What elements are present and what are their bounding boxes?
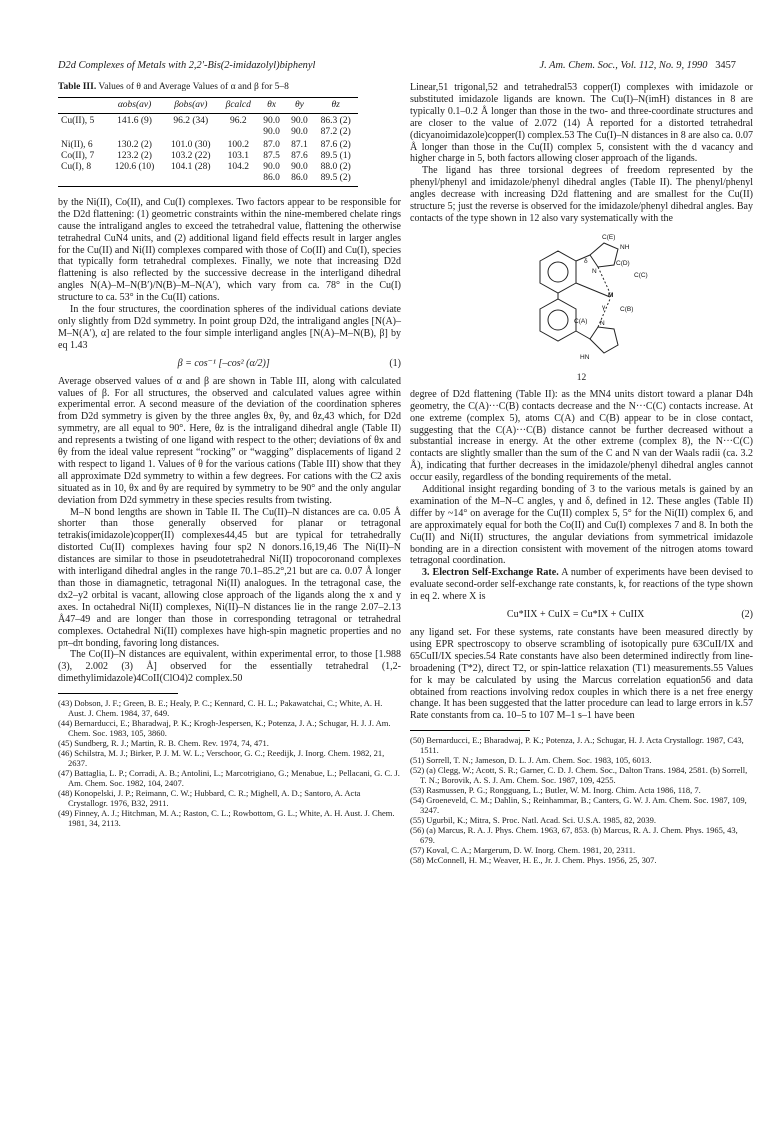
atom-label: C(B) bbox=[620, 305, 634, 313]
table-cell bbox=[106, 173, 162, 187]
reference-item: (51) Sorrell, T. N.; Jameson, D. L. J. Am. Chem. Soc. 1983, 105, 6013. bbox=[410, 755, 652, 766]
equation-2 bbox=[410, 609, 753, 621]
table-cell: 87.1 bbox=[291, 139, 308, 150]
table-cell: 90.0 bbox=[291, 115, 308, 126]
angle-label: γ bbox=[602, 303, 606, 311]
atom-label: NH bbox=[620, 243, 630, 251]
reference-item: (57) Koval, C. A.; Margerum, D. W. Inorg. Chem. 1981, 20, 2311. bbox=[410, 845, 636, 856]
table-col-header bbox=[58, 97, 106, 113]
body-paragraph: by the Ni(II), Co(II), and Cu(I) complexes. Two factors appear to be responsible for the D2d flattening: (1) geometric constraints within the nine-membered chelate rings cause the intraligand angles to exceed the tetrahedral value, flattening the otherwise tetrahedral CuN4 units, and (2) additional ligand field effects result in larger angles for the Cu(II) and Ni(II) complexes compared with those of Co(II) and Cu(I), species that typically form tetrahedral complexes. Finally, we note that increasing D2d flattening is also reflected by the successive decrease in the interligand dihedral angles N(A)–M–N(B′)/N(B)–M–N(A′), which vary from ca. 78° in the Cu(I) structure to ca. 53° in the Cu(II) cations. bbox=[58, 196, 401, 304]
table-iii bbox=[58, 97, 358, 187]
table-row bbox=[58, 113, 358, 127]
reference-list bbox=[410, 735, 753, 865]
equation-text: Cu*IIX + CuIX = Cu*IX + CuIIX bbox=[506, 609, 645, 621]
table-cell: 90.0 bbox=[291, 161, 308, 172]
table-row bbox=[58, 173, 358, 187]
table-cell bbox=[163, 173, 219, 187]
reference-item: (53) Rasmussen, P. G.; Rongguang, L.; Butler, W. M. Inorg. Chim. Acta 1986, 118, 7. bbox=[410, 785, 701, 796]
table-cell: 103.2 (22) bbox=[171, 150, 211, 161]
table-row bbox=[58, 162, 358, 173]
body-paragraph: The Co(II)–N distances are equivalent, within experimental error, to those [1.988 (3), 2.002 (3) Å] observed for the essentially tetrahedral (1,2-dimethylimidazole)4CoII(ClO4)2 complex.50 bbox=[58, 649, 401, 685]
table-cell: 89.5 (1) bbox=[320, 150, 351, 161]
reference-item: (49) Finney, A. J.; Hitchman, M. A.; Raston, C. L.; Rowbottom, G. L.; White, A. H. Aust. J. Chem. 1981, 34, 2113. bbox=[58, 808, 395, 829]
reference-item: (52) (a) Clegg, W.; Acott, S. R.; Garner, C. D. J. Chem. Soc., Dalton Trans. 1984, 2581. (b) Sorrell, T. N.; Borovik, A. S. J. Am. Chem. Soc. 1987, 109, 4255. bbox=[410, 765, 748, 786]
table-col-header: αobs(av) bbox=[106, 97, 162, 113]
table-row bbox=[58, 138, 358, 151]
table-cell: Cu(I), 8 bbox=[61, 161, 92, 172]
table-label: Table III. bbox=[58, 82, 97, 92]
atom-label: C(E) bbox=[602, 233, 616, 241]
body-paragraph: The ligand has three torsional degrees of freedom represented by the phenyl/phenyl and imidazole/phenyl dihedral angles (Table II). The phenyl/phenyl angles decrease with increasing D2d flattening and are smallest for the Cu(II) structure 5; just the reverse is observed for the imidazole/phenyl dihedral angles. Bay contacts of the type shown in 12 also vary systematically with the bbox=[410, 165, 753, 224]
right-column bbox=[410, 82, 753, 865]
metal-label: M bbox=[608, 291, 614, 299]
table-cell: 100.2 bbox=[227, 139, 249, 150]
running-header-left: D2d Complexes of Metals with 2,2′-Bis(2-imidazolyl)biphenyl bbox=[58, 60, 316, 71]
table-cell: 90.0 bbox=[263, 161, 280, 172]
section-heading: 3. Electron Self-Exchange Rate. bbox=[422, 567, 559, 579]
atom-label: HN bbox=[580, 353, 590, 361]
table-caption bbox=[58, 82, 401, 94]
phenyl-ring-upper bbox=[540, 251, 576, 293]
table-cell: 86.3 (2) bbox=[320, 115, 351, 126]
table-cell: 90.0 bbox=[263, 115, 280, 126]
table-row bbox=[58, 151, 358, 162]
reference-item: (55) Ugurbil, K.; Mitra, S. Proc. Natl. Acad. Sci. U.S.A. 1985, 82, 2039. bbox=[410, 815, 657, 826]
body-paragraph: any ligand set. For these systems, rate constants have been measured directly by using EPR spectroscopy to observe scrambling of isotopically pure 63CuII/IX and 65CuII/IX species.54 Rate constants have also been determined indirectly from line-broadening (T*2), direct T2, or spin-lattice relaxation (T1) measurements.55 Values for k may be calculated by using the Marcus correlation equation56 and data obtained from reactions involving redox couples in which there is a net free energy change. It has been suggested that the latter procedure can lead to large errors in k.57 Rate constants from ca. 10–5 to 107 M–1 s–1 have been bbox=[410, 627, 753, 722]
table-cell: 86.0 bbox=[286, 173, 314, 187]
table-col-header: θz bbox=[313, 97, 358, 113]
body-paragraph: Linear,51 trigonal,52 and tetrahedral53 copper(I) complexes with imidazole or substituted imidazole ligands are known. The Cu(I)–N(imH) distances in 8 are typically 0.1–0.2 Å longer than those in the two- and three-coordinate structures and are closer to the value of 2.072 (14) Å reported for a distorted tetrahedral (dicyanoimidazole)copper(I) complex.53 The Cu(I)–N distances in 8 are also ca. 0.07 Å longer than those in the Cu(II) complex 5, consistent with the d vacancy and higher charge in 5, both factors allowing closer approach of the ligands. bbox=[410, 82, 753, 165]
figure-number: 12 bbox=[576, 372, 587, 383]
reference-item: (48) Konopelski, J. P.; Reimann, C. W.; Hubbard, C. R.; Mighell, A. D.; Santoro, A. Acta Crystallogr. 1976, B32, 2911. bbox=[58, 788, 361, 809]
page-number: 3457 bbox=[715, 60, 736, 71]
table-cell bbox=[219, 127, 258, 138]
table-col-header: βobs(av) bbox=[163, 97, 219, 113]
equation-text: β = cos⁻¹ [–cos² (α/2)] bbox=[177, 357, 270, 369]
reference-item: (47) Battaglia, L. P.; Corradi, A. B.; Antolini, L.; Marcotrigiano, G.; Menabue, L.; Pellacani, G. C. J. Am. Chem. Soc. 1982, 104, 2407. bbox=[58, 768, 400, 789]
reference-item: (56) (a) Marcus, R. A. J. Phys. Chem. 1963, 67, 853. (b) Marcus, R. A. J. Chem. Phys. 1965, 43, 679. bbox=[410, 825, 738, 846]
body-paragraph: In the four structures, the coordination spheres of the individual cations deviate only slightly from D2d symmetry. In point group D2d, the intraligand angles [N(A)–M–N(A′), α] are related to the four simple interligand angles [N(A)–M–N(B), β] by eq 1.43 bbox=[58, 304, 401, 351]
table-cell bbox=[163, 127, 219, 138]
atom-label: N bbox=[592, 267, 597, 275]
reference-item: (46) Schilstra, M. J.; Birker, P. J. M. W. L.; Verschoor, G. C.; Reedijk, J. Inorg. Chem. 1982, 21, 2637. bbox=[58, 748, 385, 769]
body-paragraph: Average observed values of α and β are shown in Table III, along with calculated values of β. For all structures, the observed and calculated values agree within experimental error. A second measure of the deviation of the coordination spheres from D2d symmetry is given by the three angles θx, θy, and θz,43 which, for D2d symmetry, are all equal to 90°. Here, θz is the intraligand dihedral angle (Table II) and represents a twisting of one ligand with respect to the other; deviations of θx and θy from the ideal value represent “rocking” or “wagging” displacements of ligand 2 with respect to ligand 1. Values of θ for the various cations (Table III) show that they all approximate D2d symmetry to within a few degrees. For cations with the C2 axis situated as in 10, θx and θy are required by symmetry to be 90° and the only angular deviation from D2d symmetry in these species results from twisting. bbox=[58, 375, 401, 506]
table-title: Values of θ and Average Values of α and β for 5–8 bbox=[98, 82, 289, 92]
atom-label: N bbox=[600, 319, 605, 327]
reference-item: (58) McConnell, H. M.; Weaver, H. E., Jr. J. Chem. Phys. 1956, 25, 307. bbox=[410, 855, 657, 866]
footnote-rule bbox=[410, 730, 530, 731]
equation-number: (1) bbox=[389, 357, 401, 369]
structure-drawing bbox=[510, 231, 660, 371]
table-cell bbox=[58, 173, 106, 187]
aromatic-circle bbox=[548, 310, 568, 330]
running-header-right bbox=[540, 60, 736, 71]
table-cell: 123.2 (2) bbox=[117, 150, 152, 161]
body-paragraph: M–N bond lengths are shown in Table II. The Cu(II)–N distances are ca. 0.05 Å shorter than those generally observed for planar or tetragonal tetrakis(imidazole)copper(II) complexes44,45 but are typical for tetrahedrally distorted Cu(II) complexes having four sp2 N donors.16,19,46 The Ni(II)–N distances are similar to those in pseudotetrahedral Ni(II) tropocoronand complexes with interligand dihedral angles in the range 70.1–85.2°,21 but are ca. 0.07 Å longer than those in diamagnetic, tetragonal Ni(II) analogues. In the tetragonal case, the dx2–y2 orbital is vacant, allowing close approach of the ligands along the x and y axes. In octahedral Ni(II) complexes, Ni(II)–N distances lie in the range 2.07–2.13 Å47–49 and are longer than those in corresponding tetragonal or tetrahedral complexes. Octahedral Ni(II) complexes have high-spin magnetic properties and no pπ–dπ bonding, favoring long distances. bbox=[58, 506, 401, 649]
structure-diagram-12 bbox=[410, 231, 753, 371]
section-text: A number of experiments have been devised to evaluate second-order self-exchange rate constants, k, for reactions of the type shown in eq 2. where X is bbox=[410, 567, 753, 603]
table-cell: Co(II), 7 bbox=[61, 150, 95, 161]
table-cell: 103.1 bbox=[227, 150, 249, 161]
table-cell: 120.6 (10) bbox=[114, 161, 155, 172]
phenyl-ring-lower bbox=[540, 299, 576, 341]
table-cell: 87.6 (2) bbox=[320, 139, 351, 150]
reference-item: (54) Groeneveld, C. M.; Dahlin, S.; Reinhammar, B.; Canters, G. W. J. Am. Chem. Soc. 1987, 109, 3247. bbox=[410, 795, 747, 816]
table-cell: 87.2 (2) bbox=[320, 126, 351, 137]
table-col-header: θx bbox=[258, 97, 286, 113]
table-cell: 141.6 (9) bbox=[117, 115, 152, 126]
reference-item: (50) Bernarducci, E.; Bharadwaj, P. K.; Potenza, J. A.; Schugar, H. J. Acta Crystallogr. 1987, C43, 1511. bbox=[410, 735, 744, 756]
aromatic-circle bbox=[548, 262, 568, 282]
table-cell: 90.0 bbox=[291, 126, 308, 137]
angle-label: δ bbox=[584, 257, 588, 265]
table-cell: 89.5 (2) bbox=[313, 173, 358, 187]
imidazole-ring-upper bbox=[590, 243, 618, 267]
reference-item: (44) Bernarducci, E.; Bharadwaj, P. K.; Krogh-Jespersen, K.; Potenza, J. A.; Schugar, H. J. J. Am. Chem. Soc. 1983, 105, 3860. bbox=[58, 718, 391, 739]
equation-1 bbox=[58, 358, 401, 370]
table-cell bbox=[106, 127, 162, 138]
table-cell: 96.2 (34) bbox=[173, 115, 209, 126]
table-cell: 90.0 bbox=[263, 126, 280, 137]
table-cell: 87.6 bbox=[291, 150, 308, 161]
table-cell: 130.2 (2) bbox=[117, 139, 152, 150]
table-cell: Ni(II), 6 bbox=[61, 139, 93, 150]
imidazole-ring-lower bbox=[590, 327, 618, 353]
table-cell bbox=[58, 127, 106, 138]
table-cell: 101.0 (30) bbox=[171, 139, 211, 150]
table-row bbox=[58, 127, 358, 138]
equation-number: (2) bbox=[741, 609, 753, 621]
table-cell: 87.0 bbox=[263, 139, 280, 150]
atom-label: C(D) bbox=[616, 259, 630, 267]
table-col-header: θy bbox=[286, 97, 314, 113]
body-paragraph: degree of D2d flattening (Table II): as the MN4 units distort toward a planar D4h geometry, the C(A)···C(B) contacts decrease and the N···C(C) contacts increase. At one extreme (complex 5), atoms C(A) and C(B) appear to be in close contact, suggesting that the C(A)···C(B) distance cannot be further decreased without a substantial increase in energy. At the other extreme (complex 8), the N···C(C) contacts are slightly smaller than the sum of the C and N van der Waals radii (ca. 3.2 Å), indicating that further decreases in the imidazole/phenyl dihedral angles cannot occur easily, regardless of the bonding requirements of the metal. bbox=[410, 388, 753, 484]
table-cell: 87.5 bbox=[263, 150, 280, 161]
reference-item: (43) Dobson, J. F.; Green, B. E.; Healy, P. C.; Kennard, C. H. L.; Pakawatchai, C.; White, A. H. Aust. J. Chem. 1984, 37, 649. bbox=[58, 698, 383, 719]
reference-item: (45) Sundberg, R. J.; Martin, R. B. Chem. Rev. 1974, 74, 471. bbox=[58, 738, 269, 749]
left-column bbox=[58, 82, 401, 828]
atom-label: C(C) bbox=[634, 271, 648, 279]
footnote-rule bbox=[58, 693, 178, 694]
table-cell: 104.1 (28) bbox=[171, 161, 211, 172]
table-cell: Cu(II), 5 bbox=[61, 115, 95, 126]
table-cell: 104.2 bbox=[227, 161, 249, 172]
table-cell: 96.2 bbox=[229, 115, 247, 126]
atom-label: C(A) bbox=[574, 317, 588, 325]
table-cell: 86.0 bbox=[258, 173, 286, 187]
reference-list bbox=[58, 698, 401, 828]
body-paragraph bbox=[410, 567, 753, 603]
table-cell bbox=[219, 173, 258, 187]
journal-citation: J. Am. Chem. Soc., Vol. 112, No. 9, 1990 bbox=[539, 60, 708, 71]
table-header-row bbox=[58, 97, 358, 113]
table-cell: 88.0 (2) bbox=[320, 161, 351, 172]
table-col-header: βcalcd bbox=[219, 97, 258, 113]
body-paragraph: Additional insight regarding bonding of 3 to the various metals is gained by an examination of the M–N–C angles, γ and δ, defined in 12. These angles (Table II) differ by ~14° on average for the Cu(II) complex 5, 5° for the Ni(II) complex 6, and are approximately equal for both the Co(II) and Cu(I) complexes 7 and 8. In both the Cu(II) and Ni(II) structures, the angular deviations from symmetrical imidazole bonding are in a direction consistent with movement of the nitrogen atoms toward tetragonal coordination. bbox=[410, 484, 753, 567]
